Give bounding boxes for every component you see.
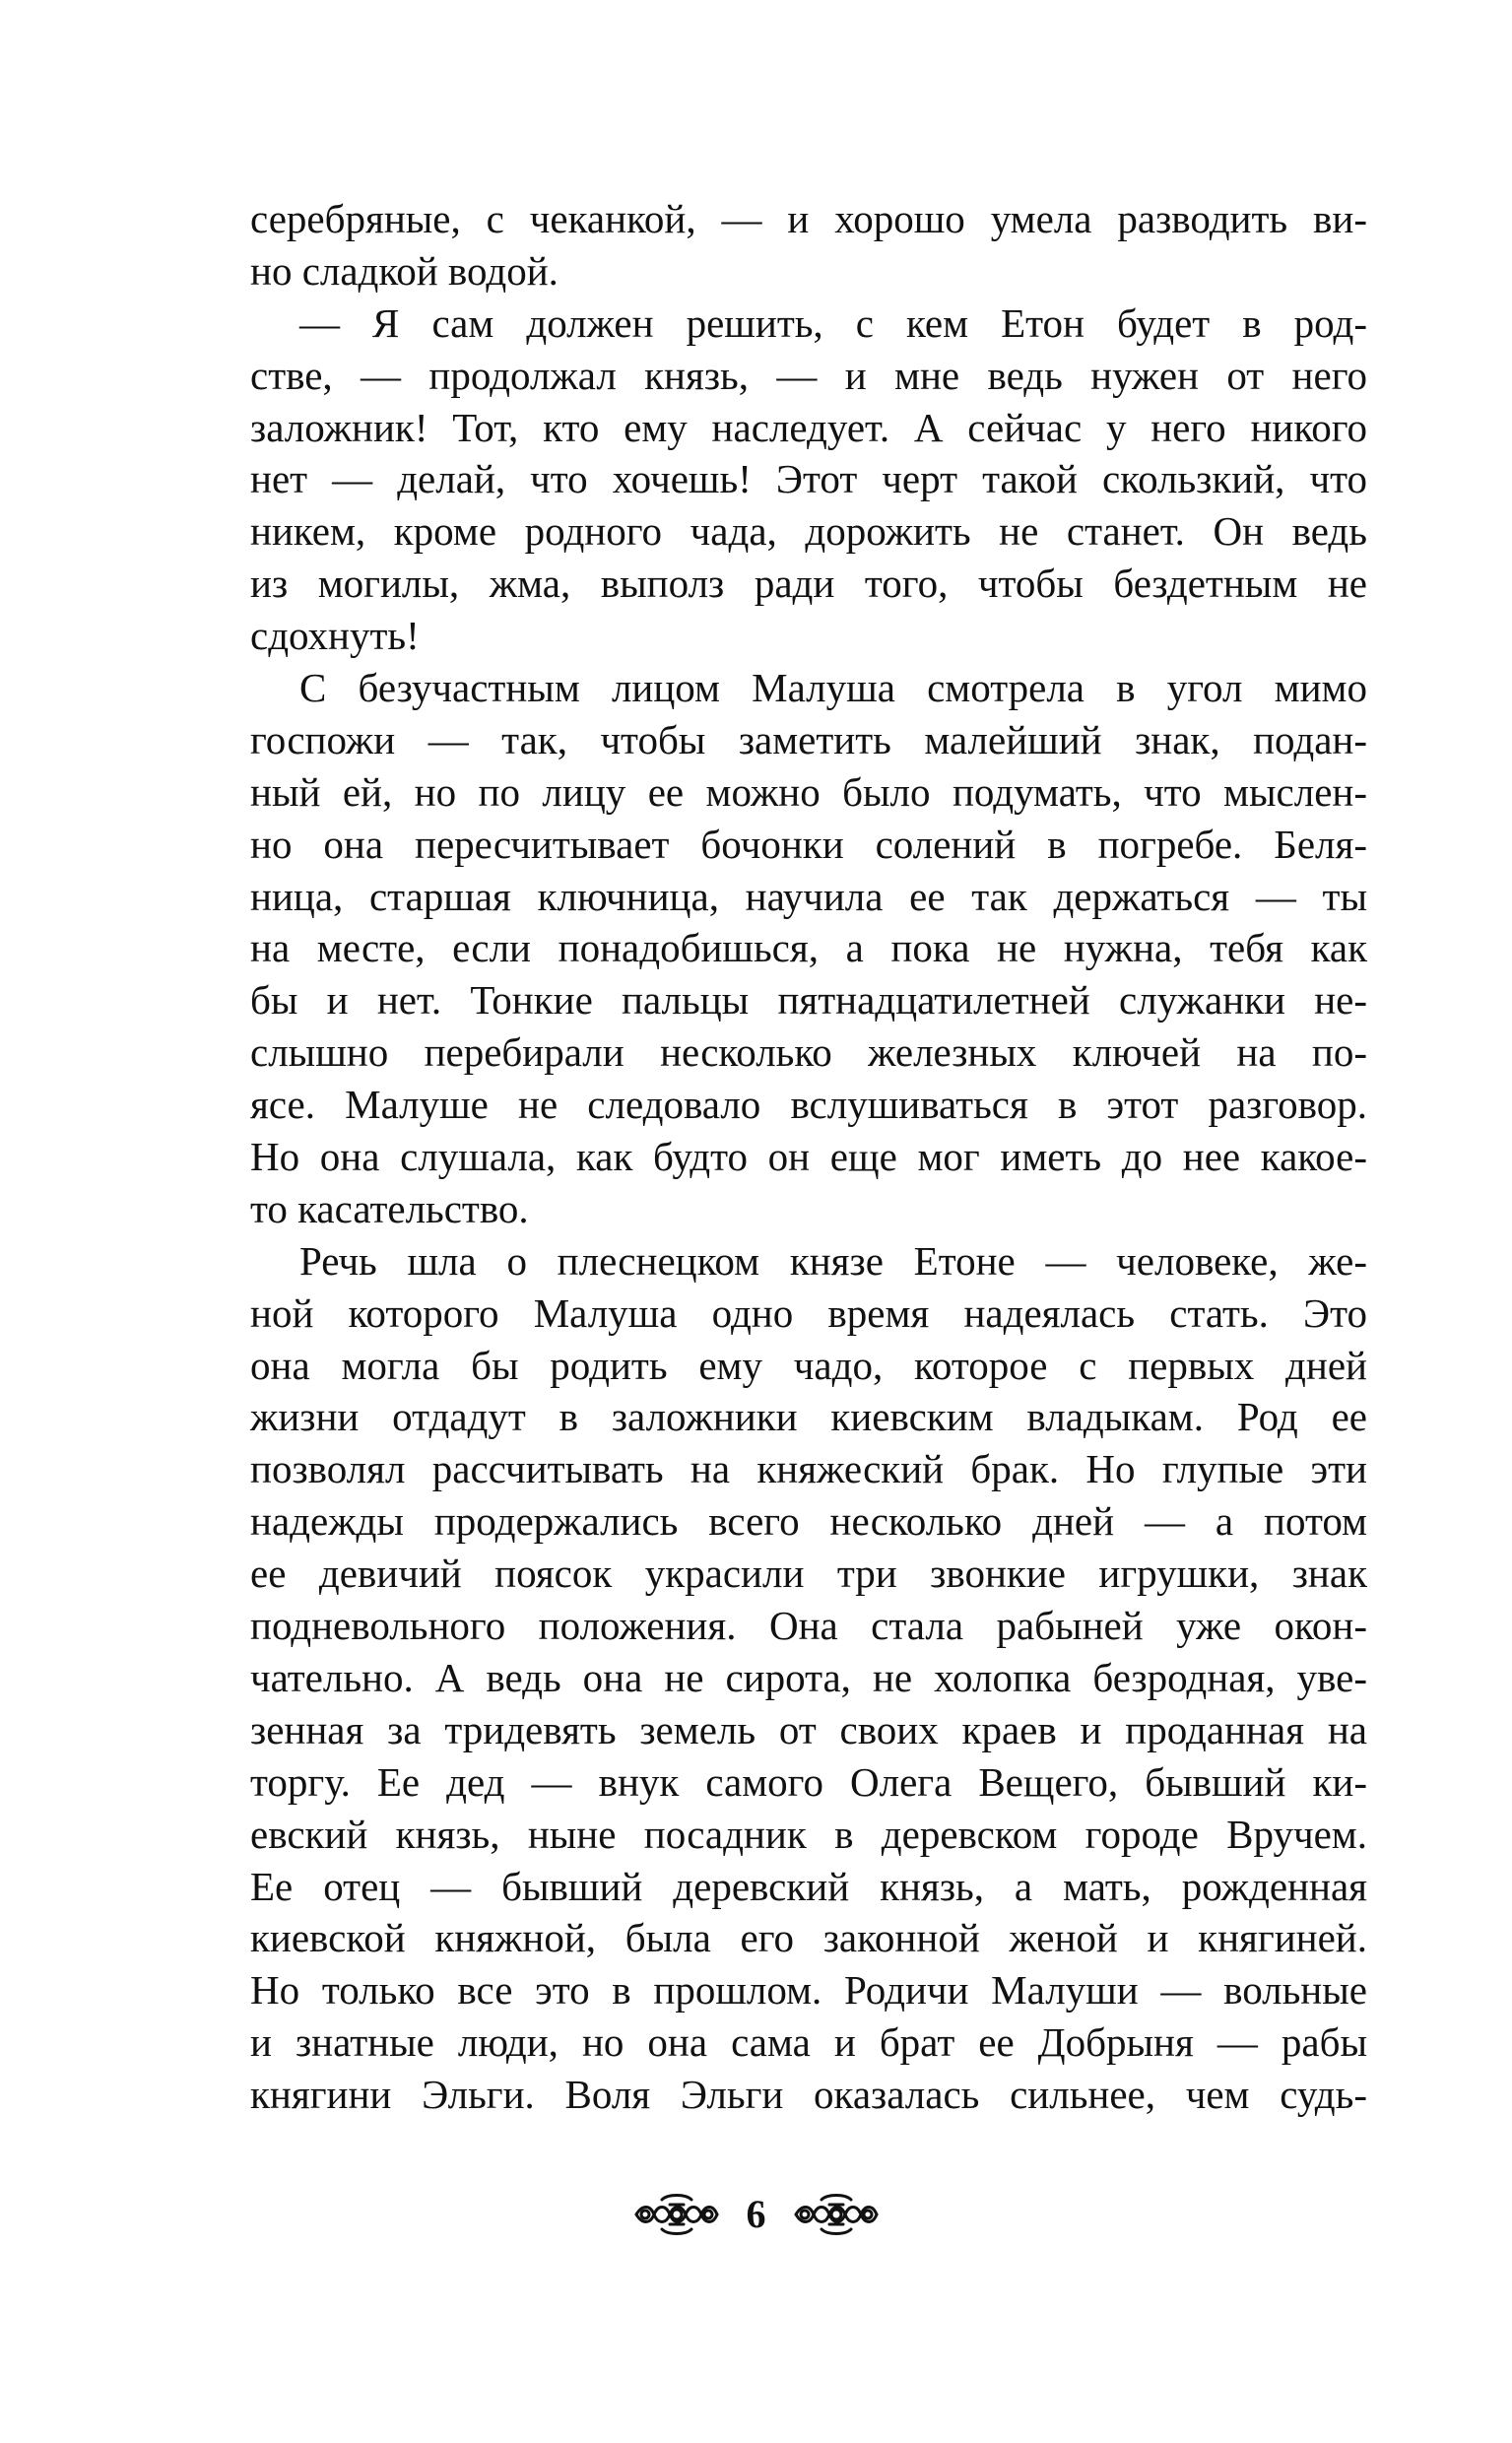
text-line: ясе. Малуше не следовало вслушиваться в этот разговор. (250, 1082, 1367, 1128)
page-number: 6 (746, 2192, 766, 2236)
text-line: ный ей, но по лицу ее можно было подумать, что мыслен- (250, 768, 1367, 815)
text-line: госпожи — так, чтобы заметить малейший знак, подан- (250, 716, 1367, 762)
text-line: евский князь, ныне посадник в деревском городе Вручем. (250, 1811, 1367, 1857)
text-line: чательно. А ведь она не сирота, не холопка безродная, уве- (250, 1654, 1367, 1700)
text-line: но она пересчитывает бочонки солений в погребе. Беля- (250, 821, 1367, 867)
text-line: жизни отдадут в заложники киевским владыкам. Род ее (250, 1394, 1367, 1440)
text-line: С безучастным лицом Малуша смотрела в угол мимо (299, 665, 1367, 711)
text-line: но сладкой водой. (250, 247, 559, 294)
text-line: серебряные, с чеканкой, — и хорошо умела разводить ви- (250, 196, 1367, 241)
text-line: заложник! Тот, кто ему наследует. А сейчас у него никого (250, 404, 1367, 450)
text-line: и знатные люди, но она сама и брат ее Добрыня — рабы (250, 2019, 1367, 2066)
text-line: зенная за тридевять земель от своих краев и проданная на (250, 1706, 1367, 1752)
text-line: ница, старшая ключница, научила ее так держаться — ты (250, 873, 1367, 919)
text-line: Но только все это в прошлом. Родичи Малуши — вольные (250, 1967, 1367, 2014)
text-line: подневольного положения. Она стала рабыней уже окон- (250, 1603, 1367, 1649)
text-line: из могилы, жма, выполз ради того, чтобы бездетным не (250, 561, 1367, 607)
text-line: — Я сам должен решить, с кем Етон будет в род- (299, 299, 1367, 346)
page-body-text (250, 193, 1367, 2121)
celtic-knot-ornament-icon (630, 2192, 721, 2237)
text-line: позволял рассчитывать на княжеский брак. Но глупые эти (250, 1446, 1367, 1492)
text-line: ее девичий поясок украсили три звонкие игрушки, знак (250, 1551, 1367, 1597)
page-footer (0, 2185, 1512, 2244)
text-line: бы и нет. Тонкие пальцы пятнадцатилетней служанки не- (250, 977, 1367, 1023)
celtic-knot-ornament-icon (792, 2192, 883, 2237)
text-line: она могла бы родить ему чадо, которое с первых дней (250, 1342, 1367, 1388)
text-line: ной которого Малуша одно время надеялась стать. Это (250, 1289, 1367, 1336)
text-line: никем, кроме родного чада, дорожить не станет. Он ведь (250, 508, 1367, 555)
text-line: торгу. Ее дед — внук самого Олега Вещего, бывший ки- (250, 1758, 1367, 1805)
text-line: стве, — продолжал князь, — и мне ведь нужен от него (250, 352, 1367, 398)
text-line: то касательство. (250, 1185, 529, 1231)
text-line: Речь шла о плеснецком князе Етоне — человеке, же- (299, 1237, 1367, 1284)
text-line: надежды продержались всего несколько дней — а потом (250, 1498, 1367, 1545)
text-line: слышно перебирали несколько железных ключей на по- (250, 1029, 1367, 1076)
text-line: княгини Эльги. Воля Эльги оказалась сильнее, чем судь- (250, 2072, 1367, 2118)
text-line: Но она слушала, как будто он еще мог иметь до нее какое- (250, 1134, 1367, 1180)
text-line: на месте, если понадобишься, а пока не нужна, тебя как (250, 925, 1367, 971)
text-line: киевской княжной, была его законной женой и княгиней. (250, 1915, 1367, 1961)
text-line: нет — делай, что хочешь! Этот черт такой скользкий, что (250, 456, 1367, 502)
text-line: сдохнуть! (250, 613, 420, 659)
text-line: Ее отец — бывший деревский князь, а мать, рожденная (250, 1863, 1367, 1909)
